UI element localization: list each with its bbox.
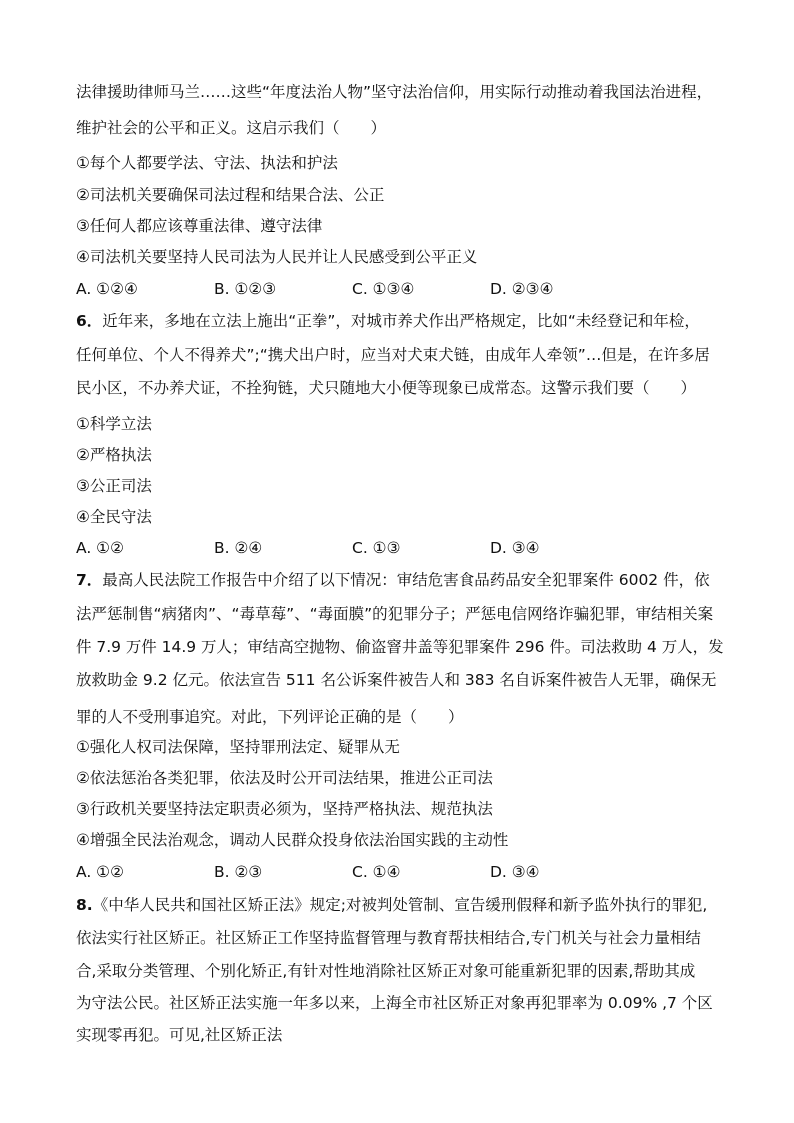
- q7-option-d[interactable]: D. ③④: [490, 863, 540, 881]
- q6-number: 6．: [76, 312, 103, 330]
- q6-option-d[interactable]: D. ③④: [490, 539, 540, 557]
- q5-option-a[interactable]: A. ①②④: [76, 280, 138, 298]
- q7-item-1: ①强化人权司法保障，坚持罪刑法定、疑罪从无: [76, 738, 400, 756]
- q7-stem-line-5: 罪的人不受刑事追究。对此，下列评论正确的是（ ）: [76, 708, 464, 726]
- q8-stem-text-1: 《中华人民共和国社区矫正法》规定;对被判处管制、宣告缓刑假释和新予监外执行的罪犯,: [92, 896, 708, 914]
- q6-stem-line-3: 民小区，不办养犬证，不拴狗链，犬只随地大小便等现象已成常态。这警示我们要（ ）: [76, 379, 697, 397]
- q8-stem-line-1: [76, 895, 707, 915]
- q8-stem-line-3: 合,采取分类管理、个别化矫正,有针对性地消除社区矫正对象可能重新犯罪的因素,帮助其成: [76, 962, 696, 980]
- q5-stem-line-1: 法律援助律师马兰……这些“年度法治人物”坚守法治信仰，用实际行动推动着我国法治进程，: [76, 83, 713, 101]
- q7-option-c[interactable]: C. ①④: [352, 863, 401, 881]
- q6-stem-line-2: 任何单位、个人不得养犬”;“携犬出户时，应当对犬束犬链，由成年人牵领”…但是，在许多居: [76, 346, 710, 364]
- q6-item-3: ③公正司法: [76, 477, 152, 495]
- q6-option-c[interactable]: C. ①③: [352, 539, 401, 557]
- q5-option-c[interactable]: C. ①③④: [352, 280, 415, 298]
- q5-item-2: ②司法机关要确保司法过程和结果合法、公正: [76, 186, 385, 204]
- q7-stem-line-4: 放救助金 9.2 亿元。依法宣告 511 名公诉案件被告人和 383 名自诉案件被告人无罪，确保无: [76, 671, 717, 689]
- q5-item-1: ①每个人都要学法、守法、执法和护法: [76, 154, 338, 172]
- q7-stem-line-3: 件 7.9 万件 14.9 万人；审结高空抛物、偷盗窨井盖等犯罪案件 296 件。司法救助 4 万人，发: [76, 638, 724, 656]
- q6-option-b[interactable]: B. ②④: [214, 539, 263, 557]
- q7-option-a[interactable]: A. ①②: [76, 863, 124, 881]
- q6-item-1: ①科学立法: [76, 415, 152, 433]
- q8-stem-line-4: 为守法公民。社区矫正法实施一年多以来，上海全市社区矫正对象再犯罪率为 0.09% ,7 个区: [76, 994, 713, 1012]
- q7-number: 7．: [76, 571, 103, 589]
- q8-stem-line-5: 实现零再犯。可见,社区矫正法: [76, 1026, 283, 1044]
- q7-option-b[interactable]: B. ②③: [214, 863, 263, 881]
- q5-item-4: ④司法机关要坚持人民司法为人民并让人民感受到公平正义: [76, 248, 478, 266]
- q6-stem-text-1: 近年来，多地在立法上施出“正拳”，对城市养犬作出严格规定，比如“未经登记和年检，: [102, 312, 700, 330]
- q6-item-2: ②严格执法: [76, 446, 152, 464]
- q7-stem-line-1: [76, 570, 710, 590]
- q5-option-d[interactable]: D. ②③④: [490, 280, 554, 298]
- q7-stem-line-2: 法严惩制售“病猪肉”、“毒草莓”、“毒面膜”的犯罪分子；严惩电信网络诈骗犯罪，审结相关案: [76, 605, 714, 623]
- q5-item-3: ③任何人都应该尊重法律、遵守法律: [76, 217, 323, 235]
- q5-option-b[interactable]: B. ①②③: [214, 280, 277, 298]
- q6-option-a[interactable]: A. ①②: [76, 539, 124, 557]
- q6-item-4: ④全民守法: [76, 508, 152, 526]
- q5-stem-line-2: 维护社会的公平和正义。这启示我们（ ）: [76, 119, 387, 137]
- q7-stem-text-1: 最高人民法院工作报告中介绍了以下情况：审结危害食品药品安全犯罪案件 6002 件，依: [102, 571, 710, 589]
- q7-item-3: ③行政机关要坚持法定职责必须为，坚持严格执法、规范执法: [76, 800, 493, 818]
- q7-item-4: ④增强全民法治观念，调动人民群众投身依法治国实践的主动性: [76, 831, 509, 849]
- q8-number: 8.: [76, 896, 93, 914]
- q8-stem-line-2: 依法实行社区矫正。社区矫正工作坚持监督管理与教育帮扶相结合,专门机关与社会力量相结: [76, 929, 701, 947]
- q6-stem-line-1: [76, 311, 700, 331]
- q7-item-2: ②依法惩治各类犯罪，依法及时公开司法结果，推进公正司法: [76, 769, 493, 787]
